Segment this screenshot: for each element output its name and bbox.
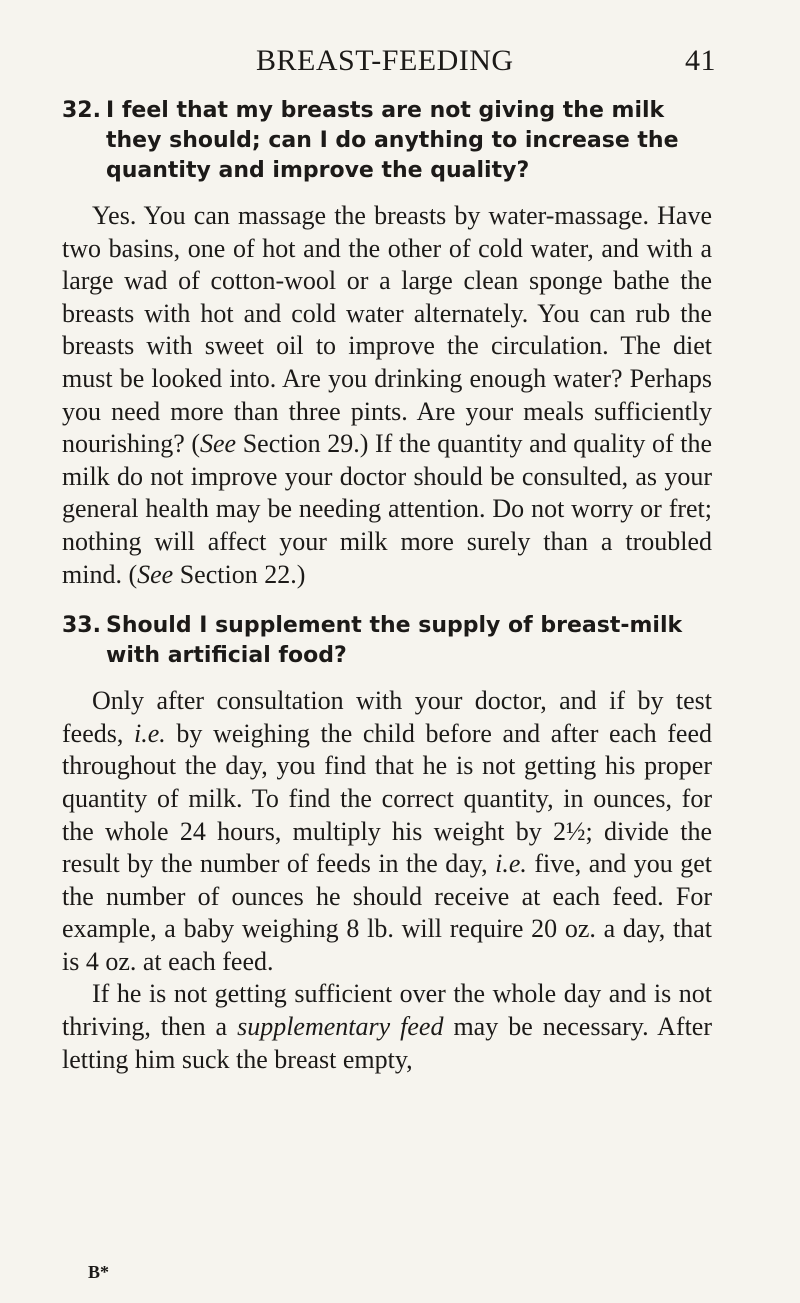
answer-33-text-5: may be necessary. After letting him suck the breast empty,	[62, 1012, 712, 1074]
answer-32-text-1: Yes. You can massage the breasts by water-massage. Have two basins, one of hot and the other of cold water, and with a large wad of cotton-wool or a large clean sponge bathe the breasts with hot and cold water alternately. You can rub the breasts with sweet oil to improve the circulation. The diet must be looked into. Are you drinking enough water? Perhaps you need more than three pints. Are your meals sufficiently nourishing? (	[62, 201, 712, 459]
answer-32-see-2: See	[137, 559, 174, 589]
page-number: 41	[685, 44, 716, 77]
answer-33-paragraph-1	[62, 685, 712, 978]
page-body	[62, 96, 712, 1076]
answer-33-text-4: If he is not getting sufficient over the whole day and is not thriving, then a	[62, 979, 712, 1042]
running-head	[60, 44, 740, 84]
answer-33-ie-1: i.e.	[134, 718, 166, 748]
question-32-text: I feel that my breasts are not giving the milk they should; can I do anything to increase the quantity and improve the quality?	[106, 98, 679, 183]
question-33	[62, 611, 712, 671]
signature-mark: B*	[88, 1262, 110, 1282]
answer-33-text-3: five, and you get the number of ounces he should receive at each feed. For example, a baby weighing 8 lb. will require 20 oz. a day, that is 4 oz. at each feed.	[62, 849, 712, 976]
answer-33-text-1: Only after consultation with your doctor, and if by test feeds,	[62, 686, 712, 748]
answer-33-text-2: by weighing the child before and after each feed throughout the day, you find that he is not getting his proper quantity of milk. To find the correct quantity, in ounces, for the whole 24 hours, multiply his weight by 2½; divide the result by the number of feeds in the day,	[62, 718, 713, 879]
answer-32-see-1: See	[200, 429, 237, 459]
answer-33-ie-2: i.e.	[495, 849, 527, 879]
answer-32-text-3: Section 22.)	[173, 559, 306, 589]
question-32-number: 32.	[62, 98, 101, 123]
answer-32-text-2: Section 29.) If the quantity and quality of the milk do not improve your doctor should be consulted, as your general health may be needing attention. Do not worry or fret; nothing will affect your milk more surely than a troubled mind. (	[62, 429, 713, 589]
answer-33-supplementary-feed: supplementary feed	[237, 1012, 444, 1042]
answer-32-paragraph	[62, 200, 712, 591]
question-33-number: 33.	[62, 613, 101, 639]
running-title: BREAST-FEEDING	[256, 44, 514, 77]
question-33-text: Should I supplement the supply of breast-milk with artificial food?	[106, 613, 683, 669]
answer-33-paragraph-2	[62, 978, 712, 1076]
question-32	[62, 96, 712, 186]
